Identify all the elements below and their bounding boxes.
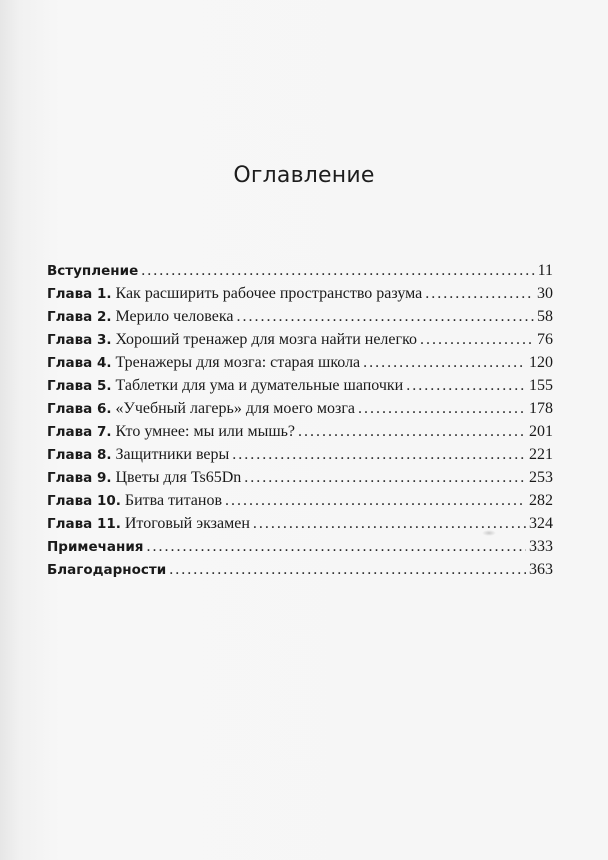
toc-page-number: 58	[537, 308, 553, 325]
chapter-title: Как расширить рабочее пространство разума	[115, 285, 423, 302]
dot-leader	[298, 423, 526, 441]
chapter-label: Глава 6.	[47, 401, 112, 417]
toc-page-number: 201	[529, 423, 553, 440]
chapter-label: Глава 8.	[47, 447, 112, 463]
chapter-label: Глава 1.	[47, 286, 112, 302]
dot-leader	[232, 446, 526, 464]
toc-entry-chapter-7	[47, 423, 553, 446]
toc-page-number: 282	[529, 492, 553, 509]
toc-page-number: 11	[537, 262, 553, 279]
dot-leader	[406, 377, 526, 395]
dot-leader	[236, 308, 534, 326]
toc-page-number: 324	[529, 515, 553, 532]
toc-page-number: 363	[529, 561, 553, 578]
toc-entry-chapter-4	[47, 354, 553, 377]
dot-leader	[425, 285, 534, 303]
dot-leader	[358, 400, 526, 418]
toc-page-number: 76	[537, 331, 553, 348]
chapter-title: «Учебный лагерь» для моего мозга	[115, 400, 355, 417]
toc-page-number: 178	[529, 400, 553, 417]
chapter-label: Глава 11.	[47, 516, 121, 532]
toc-entry-label: Вступление	[47, 263, 139, 279]
chapter-label: Глава 4.	[47, 355, 112, 371]
chapter-title: Битва титанов	[124, 492, 223, 509]
toc-entry-label: Благодарности	[47, 562, 167, 578]
dot-leader	[146, 538, 526, 556]
toc-page-number: 253	[529, 469, 553, 486]
chapter-label: Глава 5.	[47, 378, 112, 394]
toc-entry-chapter-5	[47, 377, 553, 400]
chapter-title: Мерило человека	[115, 308, 234, 325]
toc-entry-chapter-2	[47, 308, 553, 331]
toc-page-number: 155	[529, 377, 553, 394]
dot-leader	[420, 331, 534, 349]
chapter-title: Тренажеры для мозга: старая школа	[115, 354, 361, 371]
dot-leader	[169, 561, 526, 579]
toc-entry-chapter-1	[47, 285, 553, 308]
toc-entry-chapter-3	[47, 331, 553, 354]
chapter-title: Защитники веры	[115, 446, 230, 463]
toc-entry-chapter-9	[47, 469, 553, 492]
toc-entry-chapter-10	[47, 492, 553, 515]
chapter-title: Кто умнее: мы или мышь?	[115, 423, 296, 440]
print-smudge	[482, 530, 496, 536]
chapter-title: Итоговый экзамен	[124, 515, 250, 532]
dot-leader	[225, 492, 526, 510]
chapter-title: Таблетки для ума и думательные шапочки	[115, 377, 404, 394]
chapter-label: Глава 10.	[47, 493, 121, 509]
dot-leader	[141, 262, 534, 280]
toc-entry-chapter-11	[47, 515, 553, 538]
toc-entry-intro	[47, 262, 553, 285]
chapter-label: Глава 9.	[47, 470, 112, 486]
toc-entry-chapter-8	[47, 446, 553, 469]
chapter-label: Глава 7.	[47, 424, 112, 440]
toc-entry-label: Примечания	[47, 539, 144, 555]
toc-page-number: 120	[529, 354, 553, 371]
dot-leader	[244, 469, 526, 487]
chapter-label: Глава 3.	[47, 332, 112, 348]
dot-leader	[363, 354, 526, 372]
chapter-title: Цветы для Ts65Dn	[115, 469, 242, 486]
toc-entry-chapter-6	[47, 400, 553, 423]
table-of-contents	[47, 262, 553, 584]
chapter-title: Хороший тренажер для мозга найти нелегко	[115, 331, 418, 348]
toc-page-number: 333	[529, 538, 553, 555]
chapter-label: Глава 2.	[47, 309, 112, 325]
toc-entry-acknowledgements	[47, 561, 553, 584]
page-title: Оглавление	[233, 163, 375, 188]
toc-page-number: 30	[537, 285, 553, 302]
toc-entry-notes	[47, 538, 553, 561]
toc-page-number: 221	[529, 446, 553, 463]
